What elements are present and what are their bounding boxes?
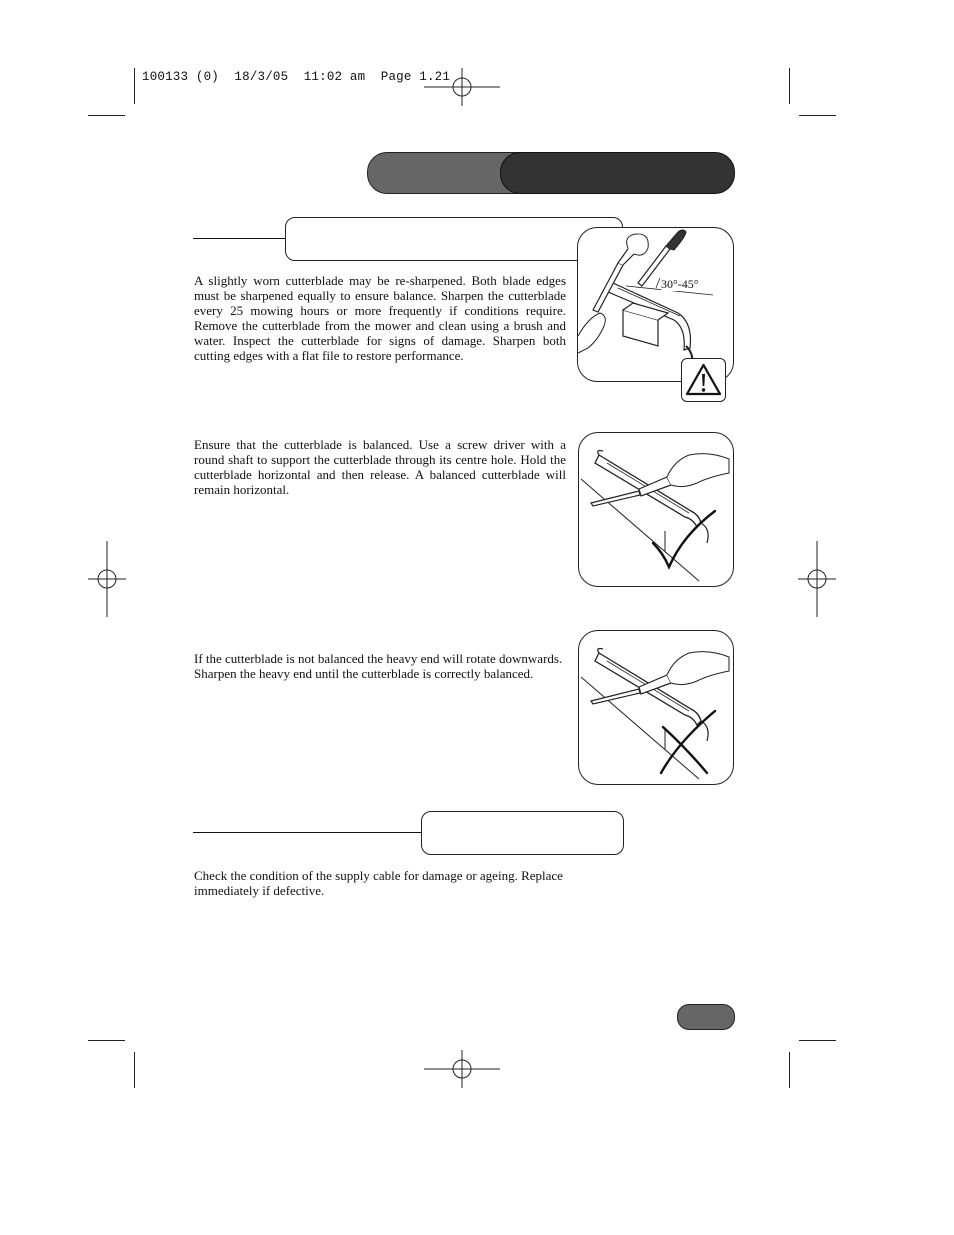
print-slug: 100133 (0) 18/3/05 11:02 am Page 1.21: [142, 70, 451, 84]
header-tab-right: [500, 152, 735, 194]
registration-mark-icon: [424, 68, 500, 106]
page-number-pill: [677, 1004, 735, 1030]
angle-label: 30°-45°: [661, 277, 699, 291]
section-rule: [193, 238, 286, 239]
registration-mark-icon: [424, 1050, 500, 1088]
balanced-blade-figure: [578, 432, 734, 587]
sharpening-paragraph: A slightly worn cutterblade may be re-sharpened. Both blade edges must be sharpened equally to ensure balance. Sharpen the cutterblade every 25 mowing hours or more frequently if conditions require. Remove the cutterblade from the mower and clean using a brush and water. Inspect the cutterblade for signs of damage. Sharpen both cutting edges with a flat file to restore performance.: [194, 273, 566, 363]
unbalanced-paragraph: If the cutterblade is not balanced the heavy end will rotate downwards. Sharpen the heavy end until the cutterblade is correctly balanced.: [194, 651, 563, 681]
checkmark-icon: [649, 505, 719, 575]
unbalanced-blade-figure: [578, 630, 734, 785]
registration-mark-icon: [88, 541, 126, 617]
registration-mark-icon: [798, 541, 836, 617]
section-heading-box: [285, 217, 623, 261]
cable-paragraph: Check the condition of the supply cable for damage or ageing. Replace immediately if defective.: [194, 868, 563, 898]
cross-icon: [653, 707, 719, 777]
warning-triangle-icon: [681, 358, 726, 402]
section-heading-box: [421, 811, 624, 855]
section-rule: [193, 832, 422, 833]
balance-paragraph: Ensure that the cutterblade is balanced. Use a screw driver with a round shaft to support the cutterblade through its centre hole. Hold the cutterblade horizontal and then release. A balanced cutterblade will remain horizontal.: [194, 437, 566, 497]
header-tab-left: [367, 152, 519, 194]
